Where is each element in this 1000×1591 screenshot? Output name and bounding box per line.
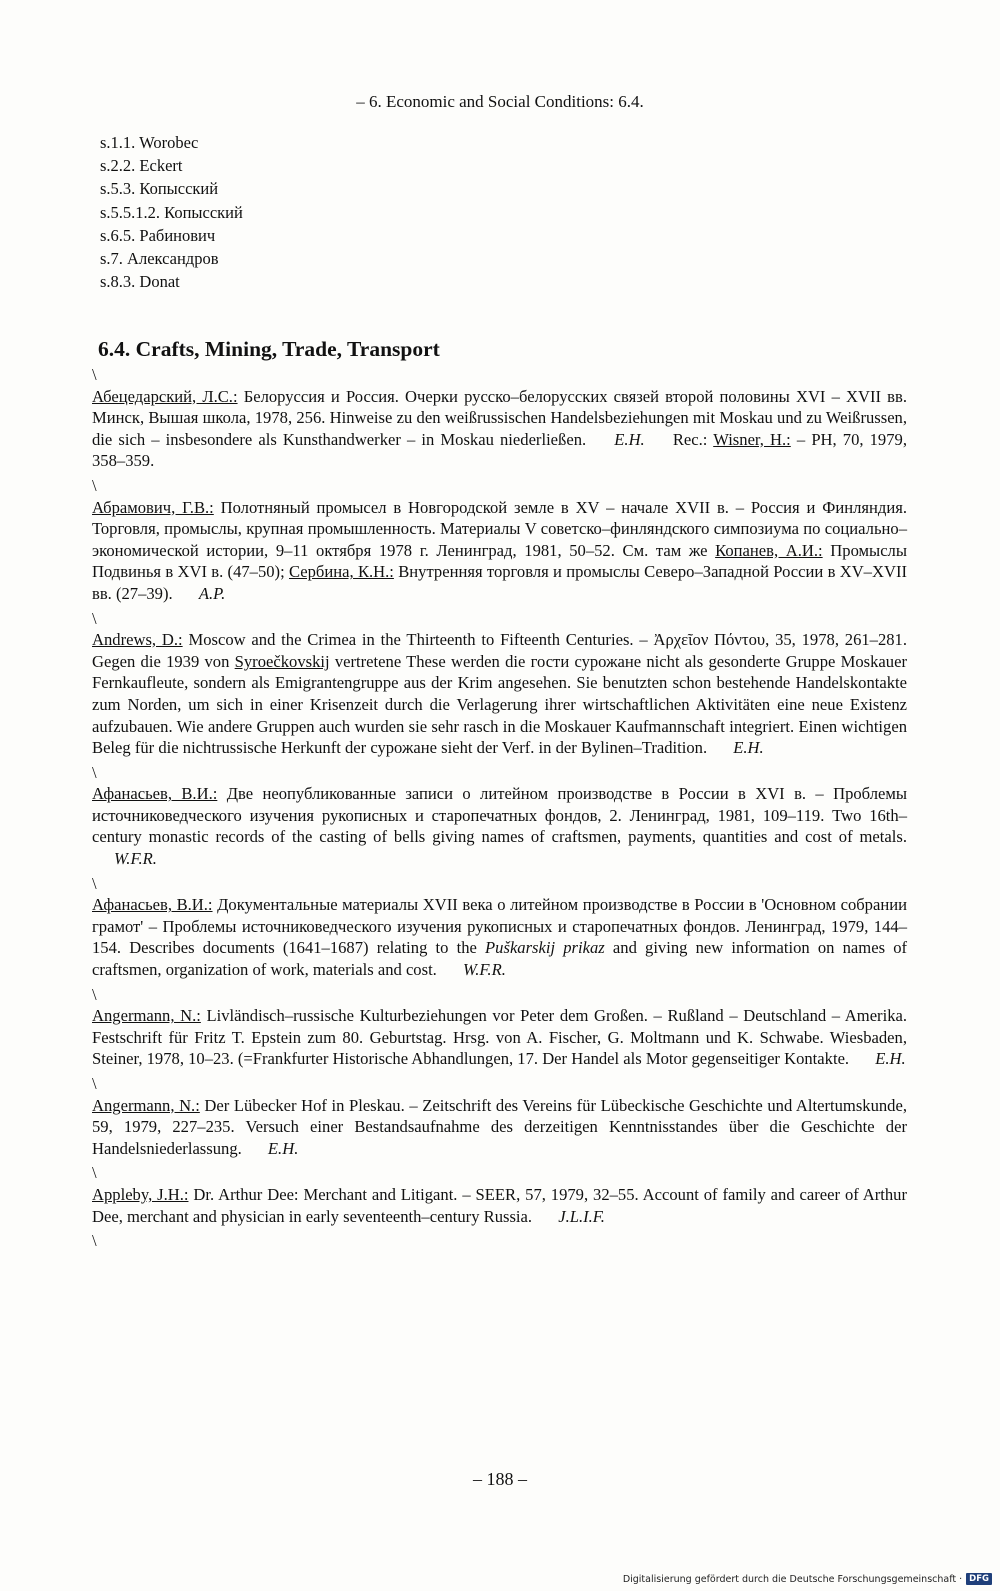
entry-separator: \ xyxy=(92,475,97,495)
entry-text: Промыслы Подвинья в XVI в. (47–50); xyxy=(92,540,907,582)
entry-text: Документальные материалы XVII века о литейном производстве в России в 'Основном собрании грамот' – Проблемы источниковедческого изучения рукописных и старопечатных фондов. Ленинград, 1979, 144–154. Describes documents (1641–1687) relating to the xyxy=(92,895,907,958)
entry-author: Andrews, D.: xyxy=(92,630,183,650)
reviewer-initials: W.F.R. xyxy=(462,960,506,980)
bibliography-entry xyxy=(92,783,907,869)
entry-text: vertretene These werden die гости сурожане nicht als gesonderte Gruppe Moskauer Fernkaufleute, sondern als Emigrantengruppe aus der Krim angesehen. Sie benutzten schon bestehende Handelskontakte zum Norden, um sich in einer Krisenzeit durch die Verlagerung ihrer wirtschaftlichen Aktivitäten eine neue Existenz aufzubauen. Wie andere Gruppen auch wurden sie sehr rasch in die Moskauer Kaufmannschaft integriert. Einen wichtigen Beleg für die nichtrussische Herkunft der сурожане sieht der Verf. in der Bylinen–Tradition. xyxy=(92,651,907,758)
bibliography-entry xyxy=(92,1005,907,1070)
entry-separator: \ xyxy=(92,873,97,893)
bibliography-entry xyxy=(92,386,907,472)
cross-reference-item: s.2.2. Eckert xyxy=(100,156,183,176)
cross-reference-item: s.5.3. Копысский xyxy=(100,179,219,199)
entry-author: Appleby, J.H.: xyxy=(92,1184,189,1204)
entry-text: – PH, 70, 1979, 358–359. xyxy=(92,429,907,471)
section-title: 6.4. Crafts, Mining, Trade, Transport xyxy=(98,337,440,361)
entry-text: and giving new information on names of craftsmen, organization of work, materials and cost. xyxy=(92,938,908,980)
cross-reference-item: s.5.5.1.2. Копысский xyxy=(100,202,243,222)
entry-separator: \ xyxy=(92,365,97,384)
bibliography-entry xyxy=(92,894,907,980)
reviewer-initials: W.F.R. xyxy=(114,849,157,869)
referenced-author: Копанев, А.И.: xyxy=(715,540,823,560)
reviewer-initials: E.H. xyxy=(733,738,764,758)
entry-separator: \ xyxy=(92,762,97,782)
reviewer-initials: E.H. xyxy=(614,429,645,449)
entry-author: Абрамович, Г.В.: xyxy=(92,497,214,517)
entry-author: Афанасьев, В.И.: xyxy=(92,784,218,804)
cross-reference-item: s.6.5. Рабинович xyxy=(100,225,216,245)
referenced-author: Сербина, К.Н.: xyxy=(289,562,394,582)
reviewer-initials: E.H. xyxy=(875,1049,906,1069)
cross-reference-item: s.1.1. Worobec xyxy=(100,133,199,152)
bibliography-entry xyxy=(92,1184,907,1227)
reviewer-initials: A.P. xyxy=(198,583,226,603)
entry-text: Две неопубликованные записи о литейном производстве в России в XVI в. – Проблемы источниковедческого изучения рукописных и старопечатных фондов, 2. Ленинград, 1981, 109–119. Two 16th–century monastic records of the casting of bells giving names of craftsmen, payments, quantities and cost of metals. xyxy=(92,784,907,847)
referenced-author: Syroečkovskij xyxy=(234,651,330,671)
entry-text: Moscow and the Crimea in the Thirteenth to Fifteenth Centuries. – Ἀρχεῖον Πόντου, 35, 1978, 261–281. Gegen die 1939 von xyxy=(92,630,908,671)
entry-separator: \ xyxy=(92,1231,97,1251)
footer-text: Digitalisierung gefördert durch die Deutsche Forschungsgemeinschaft · xyxy=(622,1573,963,1585)
cross-reference-item: s.7. Александров xyxy=(100,249,219,269)
entry-text: Livländisch–russische Kulturbeziehungen vor Peter dem Großen. – Rußland – Deutschland – Amerika. Festschrift für Fritz T. Epstein zum 80. Geburtstag. Hrsg. von A. Fischer, G. Moltmann und K. Schwabe. Wiesbaden, Steiner, 1978, 10–23. (=Frankfurter Historische Abhandlungen, 17. Der Handel als Motor gegenseitiger Kontakte. xyxy=(92,1006,908,1069)
entry-author: Абецедарский, Л.С.: xyxy=(92,386,238,406)
entry-text: Белоруссия и Россия. Очерки русско–белорусских связей второй половины XVI – XVII вв. Минск, Вышая школа, 1978, 256. Hinweise zu den weißrussischen Handelsbeziehungen mit Moskau und zu Weißrussen, die sich – insbesondere als Kunsthandwerker – in Moskau niederließen. xyxy=(92,386,907,449)
entry-separator: \ xyxy=(92,1163,97,1183)
entry-author: Angermann, N.: xyxy=(92,1095,200,1115)
entry-text: Внутренняя торговля и промыслы Северо–Западной России в XV–XVII вв. (27–39). xyxy=(92,562,907,603)
entry-author: Афанасьев, В.И.: xyxy=(92,895,213,915)
italic-term: Puškarskij prikaz xyxy=(485,938,605,958)
cross-reference-item: s.8.3. Donat xyxy=(100,272,180,292)
bibliography-entry xyxy=(92,629,907,759)
entry-text: Dr. Arthur Dee: Merchant and Litigant. – SEER, 57, 1979, 32–55. Account of family and career of Arthur Dee, merchant and physician in early seventeenth–century Russia. xyxy=(92,1184,907,1226)
bibliography-entry xyxy=(92,497,907,605)
entry-author: Angermann, N.: xyxy=(92,1006,201,1026)
entry-separator: \ xyxy=(92,1074,97,1093)
entry-text: Der Lübecker Hof in Pleskau. – Zeitschrift des Vereins für Lübeckische Geschichte und Altertumskunde, 59, 1979, 227–235. Versuch einer Bestandsaufnahme des derzeitigen Kenntnisstandes über die Geschichte der Handelsniederlassung. xyxy=(92,1095,907,1158)
review-label: Rec.: xyxy=(672,429,708,449)
entry-text: Полотняный промысел в Новгородской земле в XV – начале XVII в. – Россия и Финляндия. Торговля, промыслы, крупная промышленность. Материалы V советско–финляндского симпозиума по социально–экономической истории, 9–11 октября 1978 г. Ленинград, 1981, 50–52. См. там же xyxy=(92,497,907,560)
cross-reference-list xyxy=(100,131,243,293)
entry-separator: \ xyxy=(92,608,97,628)
bibliography-entry xyxy=(92,1095,907,1160)
digitization-footer xyxy=(623,1573,992,1585)
reviewer-initials: J.L.I.F. xyxy=(558,1206,605,1226)
bibliography-entries xyxy=(92,364,907,1252)
entry-separator: \ xyxy=(92,984,97,1004)
page-number: – 188 – xyxy=(473,1469,527,1489)
dfg-logo: DFG xyxy=(966,1573,992,1585)
reviewer-initials: E.H. xyxy=(267,1138,299,1158)
review-author: Wisner, H.: xyxy=(713,429,791,449)
running-header: – 6. Economic and Social Conditions: 6.4. xyxy=(356,92,644,111)
